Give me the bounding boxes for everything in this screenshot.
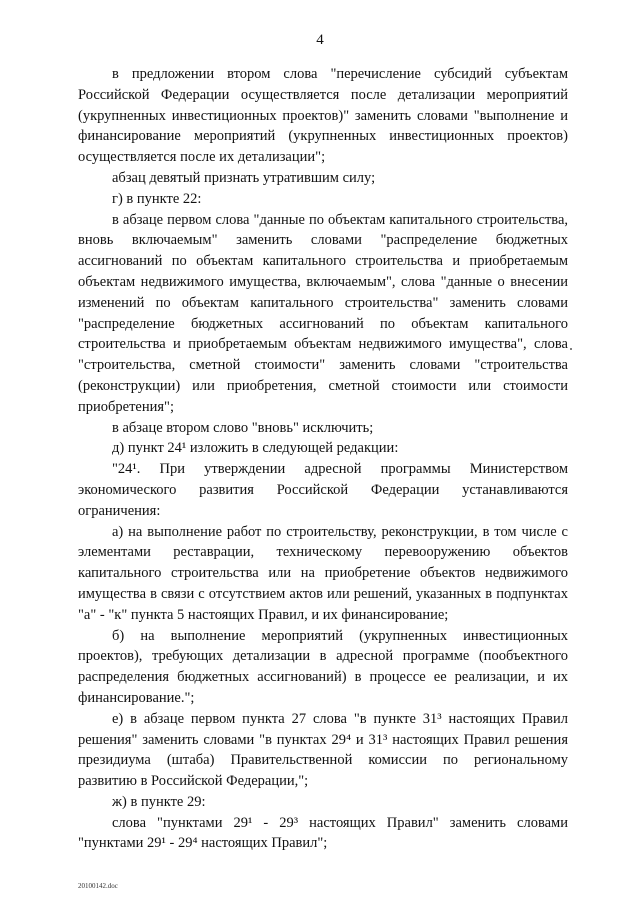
paragraph-item-g: г) в пункте 22: <box>112 190 202 207</box>
paragraph-second-abzac: в абзаце втором слово "вновь" исключить; <box>112 419 374 436</box>
file-footer: 20100142.doc <box>78 882 118 890</box>
page-number: 4 <box>316 32 324 48</box>
paragraph-item-e: е) в абзаце первом пункта 27 слова "в пункте 31³ настоящих Правил решения" заменить словами "в пунктах 29⁴ и 31³ настоящих Правил решения президиума (штаба) Правительственной комиссии по региональному развитию в Российской Федерации,"; <box>78 710 568 790</box>
document-body <box>78 64 568 854</box>
paragraph-item-d: д) пункт 24¹ изложить в следующей редакции: <box>112 440 399 457</box>
scan-mark <box>570 348 572 350</box>
paragraph-replace-words: слова "пунктами 29¹ - 29³ настоящих Правил" заменить словами "пунктами 29¹ - 29⁴ настоящих Правил"; <box>78 814 568 852</box>
paragraph-restriction-a: а) на выполнение работ по строительству, реконструкции, в том числе с элементами реставрации, техническому перевооружению объектов капитального строительства или на приобретение объектов недвижимого имущества в связи с отсутствием актов или решений, указанных в подпунктах "а" - "к" пункта 5 настоящих Правил, и их финансирование; <box>78 523 568 623</box>
paragraph-restriction-b: б) на выполнение мероприятий (укрупненных инвестиционных проектов), требующих детализации в адресной программе (пообъектного распределения бюджетных ассигнований) в процессе ее реализации, и их финансирование."; <box>78 627 568 706</box>
paragraph-first-abzac: в абзаце первом слова "данные по объектам капитального строительства, вновь включаемым" заменить словами "распределение бюджетных ассигнований по объектам капитального строительства и приобретаемым объектам недвижимого имущества, включаемым", слова "данные о внесении изменений по объектам капитального строительства" заменить словами "распределение бюджетных ассигнований по объектам капитального строительства и приобретаемым объектам недвижимого имущества", слова "строительства, сметной стоимости" заменить словами "строительства (реконструкции) или приобретения, сметной стоимости или стоимости приобретения"; <box>78 211 568 415</box>
paragraph-subsidies: в предложении втором слова "перечисление субсидий субъектам Российской Федерации осуществляется после детализации мероприятий (укрупненных инвестиционных проектов)" заменить словами "выполнение и финансирование мероприятий (укрупненных инвестиционных проектов) осуществляется после их детализации"; <box>78 66 568 166</box>
paragraph-ninth-abzac: абзац девятый признать утратившим силу; <box>112 169 376 186</box>
paragraph-item-zh: ж) в пункте 29: <box>112 793 206 810</box>
paragraph-point-24-1: "24¹. При утверждении адресной программы Министерством экономического развития Российской Федерации устанавливаются ограничения: <box>78 461 568 519</box>
